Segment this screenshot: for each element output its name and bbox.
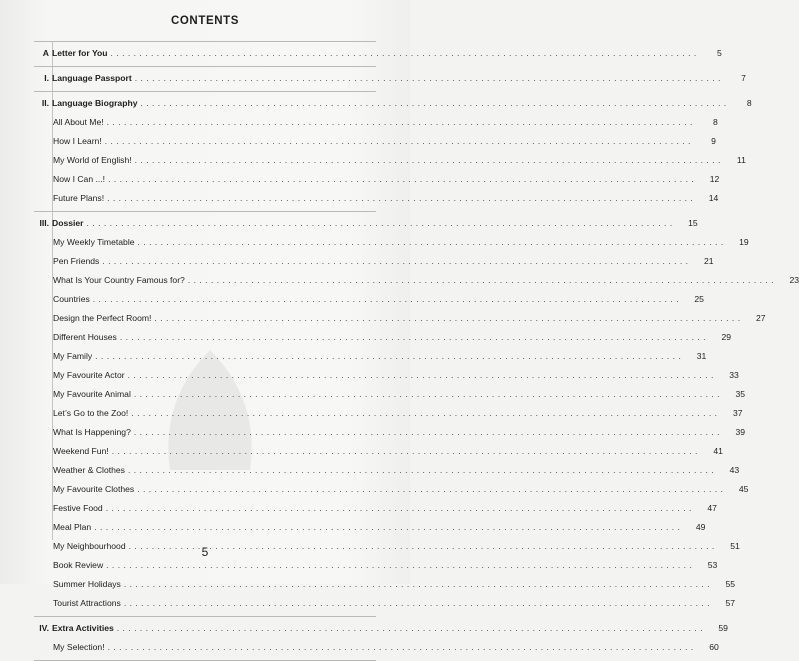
entry-title: My Favourite Animal (53, 389, 131, 399)
dot-leader (93, 290, 679, 309)
entry-page: 29 (721, 332, 732, 342)
entry-page: 33 (729, 370, 739, 380)
section-page: 7 (741, 73, 746, 83)
entry-title: What Is Happening? (53, 427, 131, 437)
toc-entry[interactable] (34, 151, 746, 170)
dot-leader (124, 575, 710, 594)
entry-page: 31 (696, 351, 707, 361)
toc-entry[interactable] (34, 385, 746, 404)
section-title: Dossier (52, 218, 84, 228)
section-page: 59 (718, 623, 728, 633)
entry-page: 43 (729, 465, 740, 475)
toc-entry[interactable] (34, 442, 723, 461)
entry-page: 51 (730, 541, 740, 551)
toc-entry[interactable] (34, 575, 736, 594)
dot-leader (107, 113, 693, 132)
section-title: Language Biography (52, 98, 138, 108)
entry-title: Weekend Fun! (53, 446, 109, 456)
dot-leader (111, 44, 697, 63)
dot-leader (128, 461, 714, 480)
entry-title: Summer Holidays (53, 579, 121, 589)
toc-entry[interactable] (34, 328, 732, 347)
toc-section-heading[interactable] (34, 214, 698, 233)
entry-page: 27 (756, 313, 766, 323)
section-number: IV. (39, 623, 49, 633)
entry-title: Different Houses (53, 332, 117, 342)
entry-title: How I Learn! (53, 136, 102, 146)
entry-page: 12 (709, 174, 720, 184)
entry-title: My Family (53, 351, 93, 361)
dot-leader (107, 189, 693, 208)
dot-leader (154, 309, 740, 328)
section-number: III. (39, 218, 49, 228)
entry-page: 19 (739, 237, 749, 247)
entry-title: Now I Can ...! (53, 174, 106, 184)
entry-page: 14 (708, 193, 719, 203)
toc-section-heading[interactable] (34, 619, 728, 638)
entry-page: 23 (789, 275, 799, 285)
entry-title: My Selection! (53, 642, 105, 652)
entry-page: 37 (732, 408, 743, 418)
entry-page: 11 (736, 155, 746, 165)
toc-section-heading[interactable] (34, 94, 752, 113)
toc-entry[interactable] (34, 518, 706, 537)
dot-leader (134, 385, 720, 404)
entry-title: Design the Perfect Room! (53, 313, 152, 323)
toc-entry[interactable] (34, 113, 718, 132)
dot-leader (108, 170, 694, 189)
section-number: II. (41, 98, 49, 108)
entry-title: Future Plans! (53, 193, 105, 203)
section-title: Extra Activities (52, 623, 114, 633)
toc-entry[interactable] (34, 404, 743, 423)
entry-page: 57 (725, 598, 736, 608)
toc-section (34, 617, 728, 661)
entry-page: 21 (703, 256, 714, 266)
entry-page: 45 (738, 484, 749, 494)
entry-page: 35 (735, 389, 746, 399)
section-page: 8 (746, 98, 752, 108)
dot-leader (135, 151, 721, 170)
toc-entry[interactable] (34, 347, 707, 366)
entry-page: 53 (707, 560, 718, 570)
entry-title: My Neighbourhood (53, 541, 126, 551)
entry-page: 9 (711, 136, 716, 146)
entry-page: 25 (694, 294, 704, 304)
section-number: A (42, 48, 49, 58)
section-page: 15 (688, 218, 698, 228)
dot-leader (106, 499, 692, 518)
section-title: Letter for You (52, 48, 108, 58)
dot-leader (102, 252, 688, 271)
entry-title: What Is Your Country Famous for? (53, 275, 185, 285)
entry-page: 49 (695, 522, 706, 532)
toc-entry[interactable] (34, 480, 749, 499)
entry-title: Meal Plan (53, 522, 92, 532)
entry-title: Tourist Attractions (53, 598, 121, 608)
entry-title: Book Review (53, 560, 104, 570)
toc-section (34, 67, 746, 92)
toc-entry[interactable] (34, 594, 736, 613)
toc-section (34, 42, 722, 67)
entry-title: Pen Friends (53, 256, 100, 266)
toc-entry[interactable] (34, 290, 704, 309)
entry-page: 8 (713, 117, 718, 127)
entry-title: My Favourite Clothes (53, 484, 135, 494)
entry-title: My Favourite Actor (53, 370, 125, 380)
toc-entry[interactable] (34, 309, 766, 328)
dot-leader (140, 94, 726, 113)
toc-entry[interactable] (34, 189, 719, 208)
entry-title: Countries (53, 294, 90, 304)
entry-page: 41 (713, 446, 723, 456)
entry-page: 60 (709, 642, 719, 652)
entry-title: My Weekly Timetable (53, 237, 135, 247)
toc-section-heading[interactable] (34, 69, 746, 88)
dot-leader (137, 480, 723, 499)
dot-leader (108, 638, 694, 657)
toc-entry[interactable] (34, 233, 749, 252)
toc-section (34, 92, 752, 212)
toc-entry[interactable] (34, 461, 740, 480)
dot-leader (120, 328, 706, 347)
dot-leader (105, 132, 691, 151)
dot-leader (135, 69, 721, 88)
entry-page: 39 (735, 427, 746, 437)
table-of-contents (34, 41, 799, 661)
entry-title: All About Me! (53, 117, 104, 127)
entry-title: Festive Food (53, 503, 103, 513)
dot-leader (87, 214, 673, 233)
dot-leader (131, 404, 717, 423)
section-page: 5 (716, 48, 722, 58)
toc-section-heading[interactable] (34, 44, 722, 63)
entry-title: Weather & Clothes (53, 465, 125, 475)
section-title: Language Passport (52, 73, 132, 83)
dot-leader (94, 518, 680, 537)
toc-entry[interactable] (34, 366, 739, 385)
dot-leader (124, 594, 710, 613)
page-number: 5 (201, 545, 209, 559)
section-number: I. (44, 73, 49, 83)
toc-entry[interactable] (34, 271, 799, 290)
page-title: CONTENTS (170, 15, 240, 27)
toc-entry[interactable] (34, 170, 720, 189)
dot-leader (117, 619, 703, 638)
dot-leader (134, 423, 720, 442)
dot-leader (112, 442, 698, 461)
entry-page: 47 (707, 503, 717, 513)
entry-title: My World of English! (53, 155, 132, 165)
dot-leader (188, 271, 774, 290)
dot-leader (138, 233, 724, 252)
dot-leader (95, 347, 681, 366)
toc-entry[interactable] (34, 499, 717, 518)
entry-page: 55 (725, 579, 736, 589)
toc-entry[interactable] (34, 638, 719, 657)
toc-entry[interactable] (34, 132, 716, 151)
dot-leader (128, 366, 714, 385)
entry-title: Let’s Go to the Zoo! (53, 408, 129, 418)
toc-entry[interactable] (34, 423, 746, 442)
toc-entry[interactable] (34, 252, 714, 271)
